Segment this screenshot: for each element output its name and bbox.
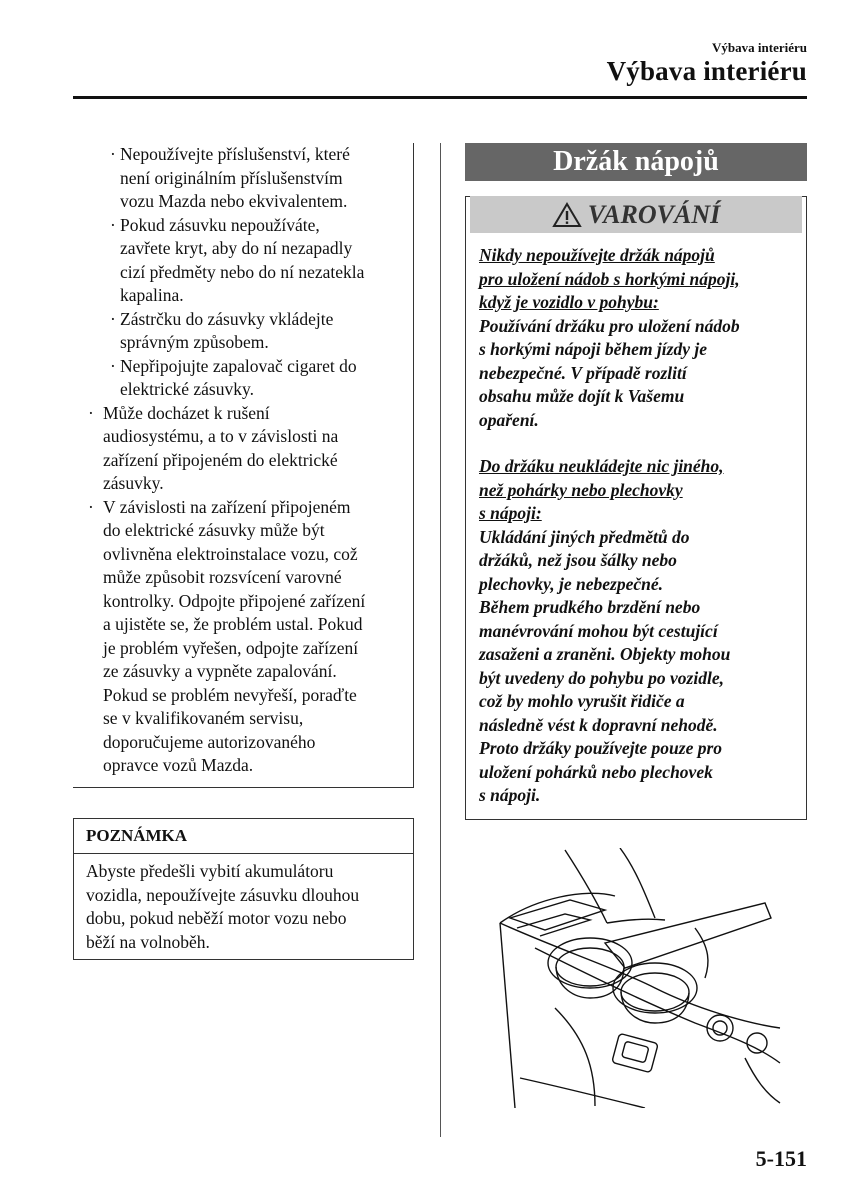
text-line: Ukládání jiných předmětů do [479,526,690,547]
bullet-dot: · [110,144,116,164]
header-rule [73,96,807,99]
list-item [88,402,400,496]
text-line: s nápoji. [479,785,541,805]
list-item-line: správným způsobem. [120,332,269,352]
text-line: opaření. [479,409,539,430]
warning-block1-heading [479,244,797,315]
list-item [88,143,400,214]
list-item-line: vozu Mazda nebo ekvivalentem. [120,191,348,211]
list-item-line: Zástrčku do zásuvky vkládejte [120,308,334,329]
text-line: Abyste předešli vybití akumulátoru [86,861,334,881]
left-bullet-list [88,143,400,778]
page-number: 5-151 [755,1146,807,1171]
list-item-line: ovlivněna elektroinstalace vozu, což [103,543,358,564]
list-item [88,214,400,308]
text-line: pro uložení nádob s horkými nápoji, [479,268,740,289]
text-line: Nikdy nepoužívejte držák nápojů [479,245,715,265]
text-line: Používání držáku pro uložení nádob [479,315,740,336]
list-item-line: a ujistěte se, že problém ustal. Pokud [103,614,363,634]
text-line: než pohárky nebo plechovky [479,479,683,500]
text-line: běží na volnoběh. [86,931,210,952]
column-divider [440,143,441,1137]
warning-block1-body [479,315,797,433]
warning-text [479,244,797,808]
warning-title: VAROVÁNÍ [587,199,721,229]
list-item-line: Nepřipojujte zapalovač cigaret do [120,355,357,376]
text-line: s horkými nápoji během jízdy je [479,339,707,359]
text-line: plechovky, je nebezpečné. [479,573,664,594]
text-line: nebezpečné. V případě rozlití [479,362,687,383]
list-item-line: kontrolky. Odpojte připojené zařízení [103,590,366,611]
bullet-dot: · [110,308,116,329]
text-line: což by mohlo vyrušit řidiče a [479,691,685,711]
list-item-line: cizí předměty nebo do ní nezatekla [120,261,365,282]
text-line: držáků, než jsou šálky nebo [479,550,677,570]
text-line: dobu, pokud neběží motor vozu nebo [86,908,347,928]
list-item-line: do elektrické zásuvky může být [103,520,325,540]
warning-block2-heading [479,455,797,526]
list-item-line: se v kvalifikovaném servisu, [103,708,304,728]
list-item-line: Může docházet k rušení [103,402,270,423]
warning-triangle-icon [552,202,582,228]
list-item-line: ze zásuvky a vypněte zapalování. [103,661,337,681]
cup-holder-console-illustration [495,848,785,1108]
text-line: vozidla, nepoužívejte zásuvku dlouhou [86,884,360,905]
list-item-line: Nepoužívejte příslušenství, které [120,144,350,164]
list-item-line: V závislosti na zařízení připojeném [103,496,351,517]
list-item-line: doporučujeme autorizovaného [103,731,316,752]
list-item [88,496,400,778]
text-line: Do držáku neukládejte nic jiného, [479,456,724,476]
text-line: následně vést k dopravní nehodě. [479,714,718,735]
warning-block2-body [479,526,797,808]
text-line: když je vozidlo v pohybu: [479,292,659,312]
list-item-line: Pokud se problém nevyřeší, poraďte [103,684,357,705]
note-body [74,854,413,960]
note-title: POZNÁMKA [74,819,413,854]
header-section-title: Výbava interiéru [606,56,807,86]
list-item-line: je problém vyřešen, odpojte zařízení [103,637,359,658]
list-item-line: kapalina. [120,285,184,305]
list-item-line: zařízení připojeném do elektrické [103,449,338,470]
bullet-dot: · [110,355,116,376]
text-line: Během prudkého brzdění nebo [479,597,701,617]
text-line: zasaženi a zraněni. Objekty mohou [479,644,731,664]
text-line: obsahu může dojít k Vašemu [479,386,685,406]
list-item-line: Pokud zásuvku nepoužíváte, [120,214,320,235]
list-item-line: může způsobit rozsvícení varovné [103,567,342,587]
note-box [73,818,414,960]
text-line: být uvedeny do pohybu po vozidle, [479,667,724,688]
list-item-line: elektrické zásuvky. [120,379,254,399]
section-title-bar: Držák nápojů [465,143,807,181]
bullet-dot: · [88,402,94,423]
text-line: manévrování mohou být cestující [479,620,718,641]
text-line: uložení pohárků nebo plechovek [479,761,713,782]
bullet-dot: · [110,214,116,235]
text-line: s nápoji: [479,503,542,523]
list-item [88,308,400,355]
bullet-dot: · [88,496,94,517]
list-item-line: audiosystému, a to v závislosti na [103,426,339,446]
list-item [88,355,400,402]
text-line: Proto držáky používejte pouze pro [479,738,723,758]
list-item-line: zásuvky. [103,473,164,493]
list-item-line: není originálním příslušenstvím [120,167,343,188]
header-section-small: Výbava interiéru [712,40,807,55]
list-item-line: zavřete kryt, aby do ní nezapadly [120,238,353,258]
warning-header [470,196,802,233]
list-item-line: opravce vozů Mazda. [103,755,254,775]
